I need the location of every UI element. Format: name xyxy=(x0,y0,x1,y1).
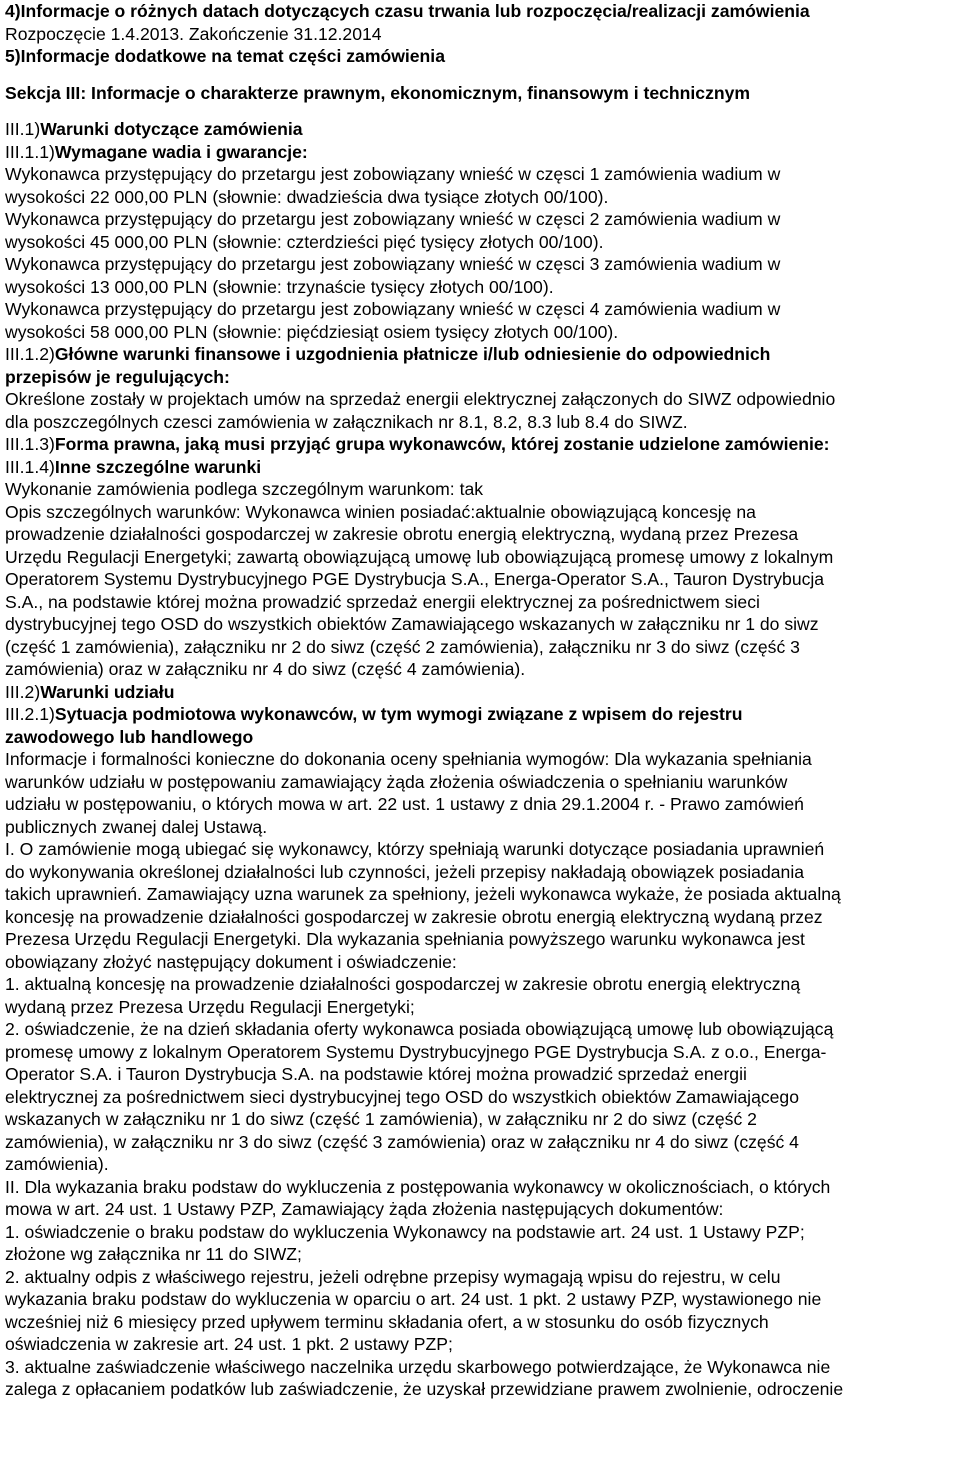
text-line xyxy=(5,253,956,276)
text-line xyxy=(5,186,956,209)
text-line xyxy=(5,478,956,501)
text-line xyxy=(5,703,956,726)
text-run: dla poszczególnych czesci zamówienia w załącznikach nr 8.1, 8.2, 8.3 lub 8.4 do SIWZ. xyxy=(5,411,688,432)
text-run: Wykonawca przystępujący do przetargu jest zobowiązany wnieść w częsci 4 zamówienia wadium w xyxy=(5,299,781,319)
bold-text: Wymagane wadia i gwarancje: xyxy=(54,141,308,162)
text-run: III.1.4) xyxy=(5,456,55,477)
text-run: wysokości 13 000,00 PLN (słownie: trzynaście tysięcy złotych 00/100). xyxy=(5,276,554,297)
text-run: oświadczenia w zakresie art. 24 ust. 1 pkt. 2 ustawy PZP; xyxy=(5,1334,453,1354)
text-run: Prezesa Urzędu Regulacji Energetyki. Dla wykazania spełniania powyższego warunku wykonawca jest xyxy=(5,929,805,949)
text-run: Wykonawca przystępujący do przetargu jest zobowiązany wnieść w częsci 1 zamówienia wadium w xyxy=(5,164,781,184)
text-line xyxy=(5,838,956,861)
text-run: III.2.1) xyxy=(5,704,55,724)
document-body xyxy=(5,0,956,1401)
bold-text: Główne warunki finansowe i uzgodnienia płatnicze i/lub odniesienie do odpowiednich xyxy=(54,344,771,364)
text-line xyxy=(5,1288,956,1311)
text-run: 2. oświadczenie, że na dzień składania oferty wykonawca posiada obowiązującą umowę lub obowiązującą xyxy=(5,1019,834,1039)
text-line xyxy=(5,23,956,46)
text-run: zalega z opłacaniem podatków lub zaświadczenie, że uzyskał przewidziane prawem zwolnienie, odroczenie xyxy=(5,1379,844,1399)
text-line xyxy=(5,1086,956,1109)
text-run: I. O zamówienie mogą ubiegać się wykonawcy, którzy spełniają warunki dotyczące posiadania uprawnień xyxy=(5,839,825,859)
text-run: elektrycznej za pośrednictwem sieci dystrybucyjnej tego OSD do wszystkich obiektów Zamawiającego xyxy=(5,1086,800,1107)
text-line xyxy=(5,681,956,704)
text-run: warunków udziału w postępowaniu zamawiający żąda złożenia oświadczenia o spełnianiu warunków xyxy=(5,771,788,792)
bold-text: Warunki dotyczące zamówienia xyxy=(40,119,303,139)
text-run: Informacje i formalności konieczne do dokonania oceny spełniania wymogów: Dla wykazania spełniania xyxy=(5,749,812,769)
text-run: III.1.2) xyxy=(5,344,55,364)
bold-text: Forma prawna, jaką musi przyjąć grupa wykonawców, której zostanie udzielone zamówienie: xyxy=(54,434,830,454)
text-line xyxy=(5,636,956,659)
text-line xyxy=(5,411,956,434)
text-run: wysokości 45 000,00 PLN (słownie: czterdzieści pięć tysięcy złotych 00/100). xyxy=(5,231,604,252)
text-run: mowa w art. 24 ust. 1 Ustawy PZP, Zamawiający żąda złożenia następujących dokumentów: xyxy=(5,1199,724,1219)
text-line xyxy=(5,793,956,816)
bold-text: Warunki udziału xyxy=(40,681,175,702)
text-line xyxy=(5,1221,956,1244)
text-line xyxy=(5,208,956,231)
text-run: udziału w postępowaniu, o których mowa w art. 22 ust. 1 ustawy z dnia 29.1.2004 r. - Prawo zamówień xyxy=(5,794,804,814)
text-line xyxy=(5,1243,956,1266)
text-run: zamówienia). xyxy=(5,1154,109,1174)
text-line xyxy=(5,1311,956,1334)
bold-text: Sytuacja podmiotowa wykonawców, w tym wymogi związane z wpisem do rejestru xyxy=(54,704,743,724)
text-line xyxy=(5,118,956,141)
text-run: Rozpoczęcie 1.4.2013. Zakończenie 31.12.2014 xyxy=(5,23,382,44)
text-run: 2. aktualny odpis z właściwego rejestru, jeżeli odrębne przepisy wymagają wpisu do rejestru, w celu xyxy=(5,1266,781,1287)
text-run: III.1.3) xyxy=(5,434,55,454)
text-run: publicznych zwanej dalej Ustawą. xyxy=(5,816,268,837)
text-line xyxy=(5,726,956,749)
text-run: Urzędu Regulacji Energetyki; zawartą obowiązującą umowę lub obowiązującą promesę umowy z lokalnym xyxy=(5,546,834,567)
text-line xyxy=(5,771,956,794)
text-run: Wykonawca przystępujący do przetargu jest zobowiązany wnieść w częsci 2 zamówienia wadium w xyxy=(5,209,781,229)
text-line xyxy=(5,141,956,164)
text-run: obowiązany złożyć następujący dokument i oświadczenie: xyxy=(5,951,457,972)
paragraph-spacer xyxy=(5,104,956,118)
text-line xyxy=(5,231,956,254)
text-run: II. Dla wykazania braku podstaw do wykluczenia z postępowania wykonawcy w okolicznościach, o których xyxy=(5,1176,831,1197)
text-run: takich uprawnień. Zamawiający uzna warunek za spełniony, jeżeli wykonawca wykaże, że posiada aktualną xyxy=(5,884,841,904)
text-run: 1. oświadczenie o braku podstaw do wykluczenia Wykonawcy na podstawie art. 24 ust. 1 Ustawy PZP; xyxy=(5,1221,805,1242)
text-line xyxy=(5,1131,956,1154)
text-line xyxy=(5,298,956,321)
text-run: wydaną przez Prezesa Urzędu Regulacji Energetyki; xyxy=(5,996,415,1017)
bold-text: zawodowego lub handlowego xyxy=(5,726,254,747)
text-run: koncesję na prowadzenie działalności gospodarczej w zakresie obrotu energią elektryczną wydaną przez xyxy=(5,906,823,927)
text-line xyxy=(5,1108,956,1131)
text-run: wskazanych w załączniku nr 1 do siwz (część 1 zamówienia), w załączniku nr 2 do siwz (część 2 xyxy=(5,1109,757,1129)
text-line xyxy=(5,163,956,186)
text-run: Wykonanie zamówienia podlega szczególnym warunkom: tak xyxy=(5,479,484,499)
text-line xyxy=(5,883,956,906)
bold-text: Inne szczególne warunki xyxy=(54,456,262,477)
text-run: promesę umowy z lokalnym Operatorem Systemu Dystrybucyjnego PGE Dystrybucja S.A. z o.o., Energa- xyxy=(5,1041,827,1062)
text-line xyxy=(5,1018,956,1041)
text-line xyxy=(5,276,956,299)
text-run: wysokości 22 000,00 PLN (słownie: dwadzieścia dwa tysiące złotych 00/100). xyxy=(5,186,609,207)
bold-text: 4)Informacje o różnych datach dotyczących czasu trwania lub rozpoczęcia/realizacji zamówienia xyxy=(5,1,810,21)
text-run: wykazania braku podstaw do wykluczenia w oparciu o art. 24 ust. 1 pkt. 2 ustawy PZP, wystawionego nie xyxy=(5,1289,822,1309)
text-line xyxy=(5,1356,956,1379)
text-run: 3. aktualne zaświadczenie właściwego naczelnika urzędu skarbowego potwierdzające, że Wykonawca nie xyxy=(5,1356,831,1377)
text-line xyxy=(5,568,956,591)
text-line xyxy=(5,343,956,366)
text-line xyxy=(5,928,956,951)
text-line xyxy=(5,82,956,105)
text-line xyxy=(5,433,956,456)
text-line xyxy=(5,1153,956,1176)
text-line xyxy=(5,861,956,884)
text-line xyxy=(5,1063,956,1086)
text-line xyxy=(5,951,956,974)
text-run: (część 1 zamówienia), załączniku nr 2 do siwz (część 2 zamówienia), załączniku nr 3 do siwz (część 3 xyxy=(5,636,800,657)
text-line xyxy=(5,366,956,389)
text-run: do wykonywania określonej działalności lub czynności, jeżeli przepisy nakładają obowiązek posiadania xyxy=(5,861,805,882)
text-line xyxy=(5,658,956,681)
text-run: wysokości 58 000,00 PLN (słownie: pięćdziesiąt osiem tysięcy złotych 00/100). xyxy=(5,321,619,342)
text-run: dystrybucyjnej tego OSD do wszystkich obiektów Zamawiającego wskazanych w załączniku nr 1 do siwz xyxy=(5,614,819,634)
text-line xyxy=(5,1198,956,1221)
text-line xyxy=(5,546,956,569)
text-run: Opis szczególnych warunków: Wykonawca winien posiadać:aktualnie obowiązującą koncesję na xyxy=(5,501,756,522)
text-line xyxy=(5,996,956,1019)
text-run: wcześniej niż 6 miesięcy przed upływem terminu składania ofert, a w stosunku do osób fizycznych xyxy=(5,1311,769,1332)
text-run: Określone zostały w projektach umów na sprzedaż energii elektrycznej załączonych do SIWZ odpowiednio xyxy=(5,389,836,409)
text-run: III.1.1) xyxy=(5,141,55,162)
text-run: Wykonawca przystępujący do przetargu jest zobowiązany wnieść w częsci 3 zamówienia wadium w xyxy=(5,254,781,274)
text-line xyxy=(5,1378,956,1401)
text-run: złożone wg załącznika nr 11 do SIWZ; xyxy=(5,1244,302,1264)
text-line xyxy=(5,1333,956,1356)
paragraph-spacer xyxy=(5,68,956,82)
text-run: prowadzenie działalności gospodarczej w zakresie obrotu energią elektryczną, wydaną przez Prezesa xyxy=(5,524,799,544)
text-line xyxy=(5,591,956,614)
text-line xyxy=(5,906,956,929)
text-run: S.A., na podstawie której można prowadzić sprzedaż energii elektrycznej za pośrednictwem sieci xyxy=(5,591,760,612)
text-line xyxy=(5,523,956,546)
text-line xyxy=(5,321,956,344)
text-run: III.2) xyxy=(5,681,41,702)
text-run: 1. aktualną koncesję na prowadzenie działalności gospodarczej w zakresie obrotu energią elektryczną xyxy=(5,974,801,994)
bold-text: przepisów je regulujących: xyxy=(5,366,230,387)
bold-text: 5)Informacje dodatkowe na temat części zamówienia xyxy=(5,46,445,66)
text-line xyxy=(5,456,956,479)
text-line xyxy=(5,613,956,636)
text-run: III.1) xyxy=(5,119,41,139)
text-line xyxy=(5,501,956,524)
text-line xyxy=(5,973,956,996)
text-run: zamówienia) oraz w załączniku nr 4 do siwz (część 4 zamówienia). xyxy=(5,659,526,679)
text-line xyxy=(5,388,956,411)
text-line xyxy=(5,45,956,68)
text-run: Operator S.A. i Tauron Dystrybucja S.A. na podstawie której można prowadzić sprzedaż energii xyxy=(5,1064,747,1084)
text-run: Operatorem Systemu Dystrybucyjnego PGE Dystrybucja S.A., Energa-Operator S.A., Tauron Dystrybucja xyxy=(5,569,825,589)
text-line xyxy=(5,1266,956,1289)
text-line xyxy=(5,816,956,839)
bold-text: Sekcja III: Informacje o charakterze prawnym, ekonomicznym, finansowym i technicznym xyxy=(5,82,751,103)
text-line xyxy=(5,0,956,23)
text-line xyxy=(5,748,956,771)
text-line xyxy=(5,1041,956,1064)
text-run: zamówienia), w załączniku nr 3 do siwz (część 3 zamówienia) oraz w załączniku nr 4 do siwz (część 4 xyxy=(5,1131,799,1152)
text-line xyxy=(5,1176,956,1199)
